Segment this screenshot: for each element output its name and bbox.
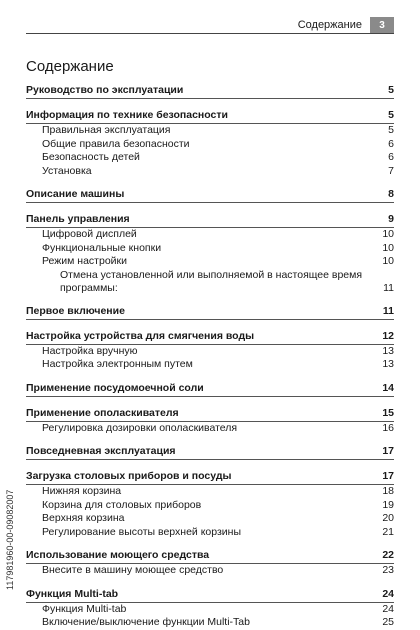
toc-item-page: 6	[388, 137, 394, 150]
toc-section-page: 17	[382, 470, 394, 482]
header-title: Содержание	[297, 19, 362, 31]
toc-item-page: 25	[382, 616, 394, 628]
toc-section-title: Панель управления	[26, 213, 130, 225]
toc-item-title: Регулировка дозировки ополаскивателя	[42, 421, 238, 434]
toc-item-page: 23	[382, 564, 394, 576]
toc-section[interactable]	[26, 329, 394, 345]
page-title: Содержание	[26, 58, 114, 75]
toc-section-page: 15	[382, 406, 394, 419]
toc-item-title: Настройка электронным путем	[42, 358, 193, 370]
toc-item-title: Отмена установленной или выполняемой в настоящее время программы:	[60, 268, 363, 294]
toc-item-page: 13	[382, 358, 394, 370]
toc-section[interactable]	[26, 406, 394, 422]
toc-item[interactable]	[26, 422, 394, 436]
toc-item-page: 21	[382, 525, 394, 538]
toc-item-page: 10	[382, 228, 394, 240]
toc-section-page: 9	[388, 213, 394, 225]
toc-section[interactable]	[26, 108, 394, 124]
toc-section[interactable]	[26, 548, 394, 564]
toc-section[interactable]	[26, 444, 394, 460]
toc-item-page: 10	[382, 255, 394, 267]
toc-item[interactable]	[26, 345, 394, 359]
toc-section-title: Применение посудомоечной соли	[26, 381, 204, 394]
toc-item-page: 16	[382, 421, 394, 434]
toc-item-page: 6	[388, 151, 394, 163]
toc-section-title: Руководство по эксплуатации	[26, 84, 184, 96]
toc-item-title: Безопасность детей	[42, 151, 140, 163]
document-code: 117981960-00-09082007	[5, 489, 15, 590]
toc-item[interactable]	[26, 165, 394, 179]
toc-item-page: 7	[388, 164, 394, 177]
page-number-badge: 3	[370, 17, 394, 33]
toc-section-title: Использование моющего средства	[26, 549, 210, 561]
toc-section-page: 22	[382, 549, 394, 561]
toc-item-title: Режим настройки	[42, 255, 127, 267]
toc-item-page: 5	[388, 124, 394, 136]
toc-section-page: 17	[382, 445, 394, 457]
toc-item-title: Функция Multi-tab	[42, 602, 127, 615]
toc-item[interactable]	[26, 269, 394, 295]
toc-section-page: 24	[382, 587, 394, 600]
toc-item-page: 18	[382, 485, 394, 497]
toc-item[interactable]	[26, 616, 394, 630]
toc-section-page: 11	[382, 304, 394, 317]
toc-item-title: Включение/выключение функции Multi-Tab	[42, 616, 250, 628]
toc-section-page: 8	[388, 188, 394, 200]
toc-item-title: Правильная эксплуатация	[42, 124, 171, 136]
page-header	[26, 17, 394, 33]
toc-item-title: Функциональные кнопки	[42, 241, 162, 254]
toc-section-title: Загрузка столовых приборов и посуды	[26, 470, 232, 482]
toc-section-page: 5	[388, 109, 394, 121]
toc-section-title: Применение ополаскивателя	[26, 406, 179, 419]
toc-item-title: Регулирование высоты верхней корзины	[42, 525, 241, 538]
toc-item-page: 24	[382, 602, 394, 615]
toc-item-title: Общие правила безопасности	[42, 137, 190, 150]
toc-item[interactable]	[26, 526, 394, 540]
toc-item-title: Корзина для столовых приборов	[42, 498, 202, 511]
toc-item-page: 20	[382, 512, 394, 524]
toc-item[interactable]	[26, 138, 394, 152]
toc-item-title: Установка	[42, 164, 92, 177]
toc-item[interactable]	[26, 358, 394, 372]
toc-item[interactable]	[26, 151, 394, 165]
toc-item[interactable]	[26, 603, 394, 617]
toc-item-title: Нижняя корзина	[42, 485, 122, 497]
toc-item[interactable]	[26, 124, 394, 138]
toc-section-title: Функция Multi-tab	[26, 587, 119, 600]
toc-item[interactable]	[26, 512, 394, 526]
toc-section[interactable]	[26, 304, 394, 320]
toc-section[interactable]	[26, 187, 394, 203]
toc-section-title: Настройка устройства для смягчения воды	[26, 329, 255, 342]
toc-item-title: Верхняя корзина	[42, 512, 125, 524]
toc-item-title: Внесите в машину моющее средство	[42, 564, 224, 576]
toc-item-page: 11	[383, 281, 394, 294]
toc-item-title: Настройка вручную	[42, 344, 138, 357]
toc-item[interactable]	[26, 485, 394, 499]
header-divider	[26, 33, 394, 34]
toc-item-page: 10	[382, 241, 394, 254]
toc-item[interactable]	[26, 499, 394, 513]
toc-section-page: 12	[382, 329, 394, 342]
toc-section[interactable]	[26, 381, 394, 397]
toc-item-page: 19	[382, 498, 394, 511]
toc-section[interactable]	[26, 469, 394, 485]
toc-section-title: Информация по технике безопасности	[26, 109, 228, 121]
toc-section-title: Первое включение	[26, 304, 125, 317]
toc-section[interactable]	[26, 212, 394, 228]
toc-item[interactable]	[26, 255, 394, 269]
toc-section-title: Повседневная эксплуатация	[26, 445, 176, 457]
toc-section[interactable]	[26, 83, 394, 99]
toc-item-page: 13	[382, 344, 394, 357]
toc-section-page: 14	[382, 381, 394, 394]
toc-section-title: Описание машины	[26, 188, 125, 200]
table-of-contents	[26, 83, 394, 630]
toc-item[interactable]	[26, 242, 394, 256]
toc-item[interactable]	[26, 564, 394, 578]
toc-section-page: 5	[388, 84, 394, 96]
toc-item[interactable]	[26, 228, 394, 242]
toc-item-title: Цифровой дисплей	[42, 228, 137, 240]
